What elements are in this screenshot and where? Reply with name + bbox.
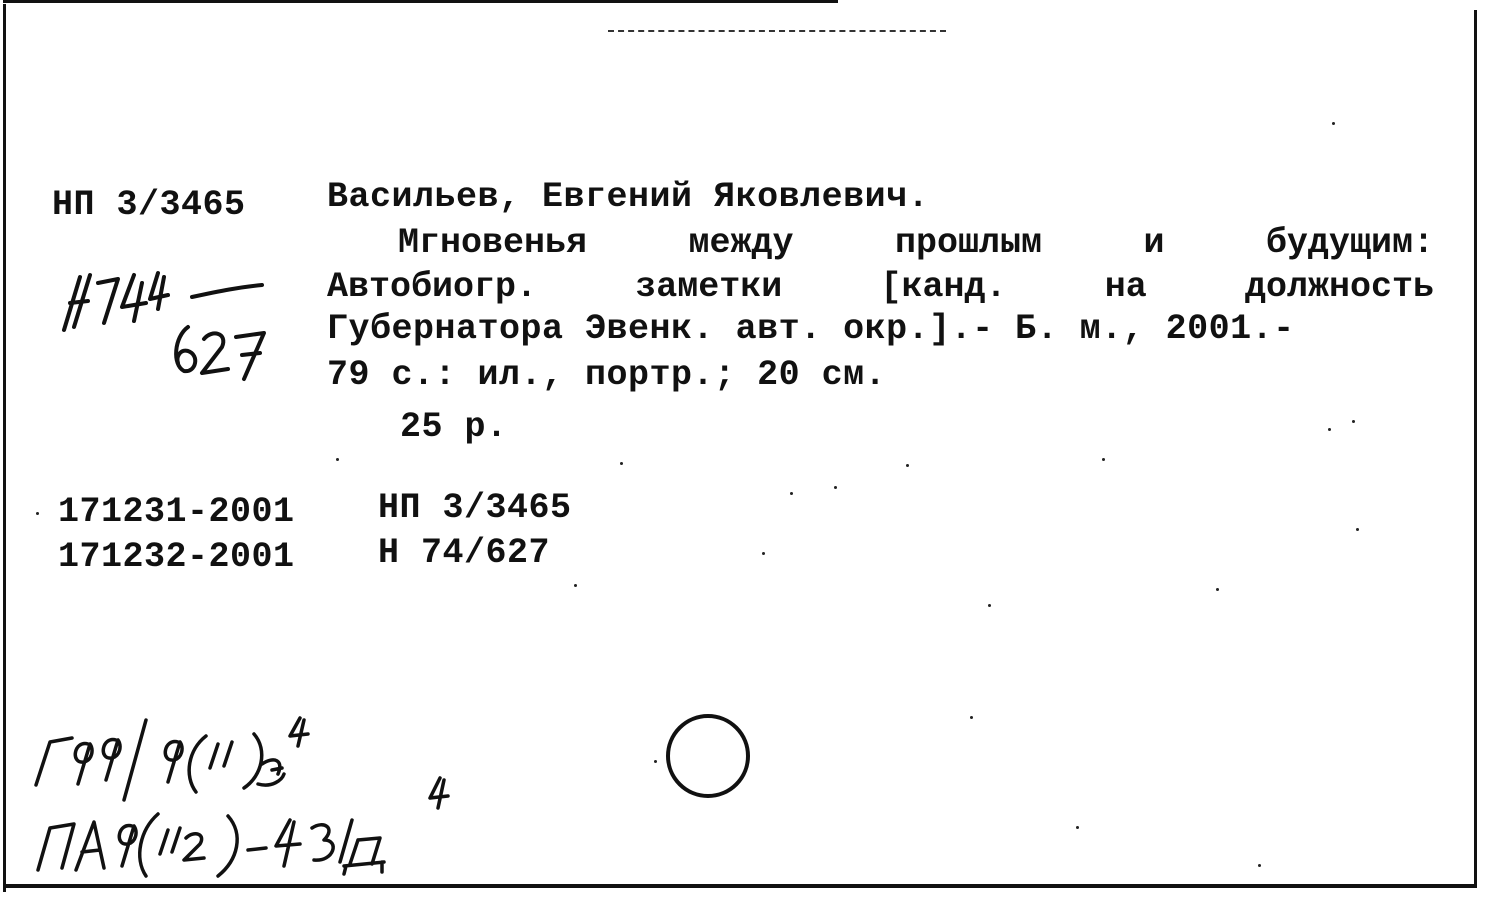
scan-speck	[1356, 528, 1359, 531]
scan-speck	[762, 552, 765, 555]
scan-speck	[654, 760, 657, 763]
scan-speck	[988, 604, 991, 607]
card-hole-circle	[666, 714, 750, 798]
title-word: между	[688, 223, 794, 263]
scan-speck	[906, 464, 909, 467]
scan-speck	[36, 512, 39, 515]
scan-speck	[336, 458, 339, 461]
scan-speck	[620, 462, 623, 465]
card-border-right	[1474, 10, 1477, 888]
title-word: должность	[1244, 267, 1434, 307]
card-border-left	[3, 4, 6, 892]
accession-number: 171231-2001	[58, 492, 295, 532]
title-word: [канд.	[880, 267, 1007, 307]
scan-speck	[970, 716, 973, 719]
title-word: заметки	[635, 267, 783, 307]
handwritten-shelfmark-drawing	[50, 255, 290, 385]
accession-number: 171232-2001	[58, 537, 295, 577]
scan-speck	[1258, 864, 1261, 867]
title-line-2	[327, 267, 1434, 307]
title-line-3: Губернатора Эвенк. авт. окр.].- Б. м., 2001.-	[327, 309, 1295, 349]
author-heading: Васильев, Евгений Яковлевич.	[327, 177, 930, 217]
physical-description: 79 с.: ил., портр.; 20 см.	[327, 355, 887, 395]
price: 25 р.	[400, 407, 508, 447]
title-line-1	[398, 223, 1434, 263]
scan-speck	[1076, 826, 1079, 829]
title-word: на	[1104, 267, 1147, 307]
scan-speck	[1352, 420, 1355, 423]
title-word: прошлым	[894, 223, 1042, 263]
scan-speck	[834, 486, 837, 489]
top-dashed-line	[608, 30, 946, 32]
scan-speck	[790, 492, 793, 495]
accession-shelfmark: НП 3/3465	[378, 488, 572, 528]
accession-shelfmark: Н 74/627	[378, 533, 551, 573]
scan-speck	[574, 584, 577, 587]
handwritten-classification-drawing	[28, 680, 498, 885]
shelfmark: НП 3/3465	[52, 185, 246, 225]
title-word: Автобиогр.	[327, 267, 538, 307]
scan-speck	[1216, 588, 1219, 591]
scan-speck	[1332, 122, 1335, 125]
title-word: Мгновенья	[398, 223, 588, 263]
title-word: и	[1143, 223, 1165, 263]
card-border-top	[3, 0, 838, 3]
title-word: будущим:	[1265, 223, 1434, 263]
scan-speck	[1328, 428, 1331, 431]
scan-speck	[1102, 458, 1105, 461]
